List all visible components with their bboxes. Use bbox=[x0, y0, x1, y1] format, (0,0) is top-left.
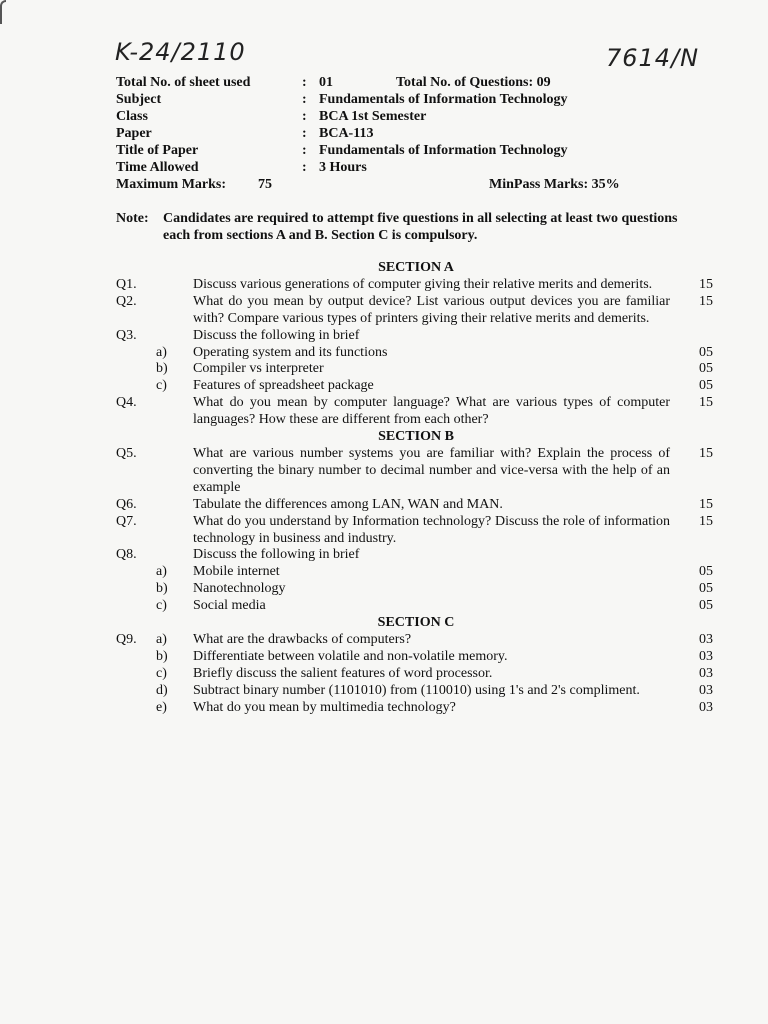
sub-question-label: a) bbox=[156, 564, 167, 580]
header-rows bbox=[116, 74, 656, 176]
question-text: What do you mean by multimedia technology? bbox=[193, 699, 456, 715]
handwritten-code-left: K-24/2110 bbox=[115, 38, 246, 66]
header-row bbox=[116, 74, 656, 91]
question-marks: 05 bbox=[699, 564, 713, 580]
header-label: Total No. of sheet used bbox=[116, 75, 251, 90]
note-label: Note: bbox=[116, 211, 149, 226]
question-text: Mobile internet bbox=[193, 564, 280, 580]
question-item bbox=[116, 361, 726, 378]
question-item bbox=[116, 277, 726, 294]
question-text: What do you mean by output device? List various output devices you are familiar with? Compare various types of printers giving their relative merits and demerits. bbox=[193, 293, 670, 326]
sub-question-label: d) bbox=[156, 682, 168, 698]
question-text: Nanotechnology bbox=[193, 581, 286, 597]
header-value: BCA-113 bbox=[319, 126, 374, 141]
header-colon: : bbox=[302, 160, 307, 175]
header-row bbox=[116, 125, 656, 142]
question-marks: 03 bbox=[699, 699, 713, 715]
header-row bbox=[116, 159, 656, 176]
question-text: Tabulate the differences among LAN, WAN and MAN. bbox=[193, 496, 503, 512]
question-number: Q3. bbox=[116, 327, 137, 343]
section-title: SECTION A bbox=[378, 260, 454, 275]
question-number: Q1. bbox=[116, 276, 137, 292]
question-marks: 03 bbox=[699, 665, 713, 681]
question-number: Q8. bbox=[116, 547, 137, 563]
question-item bbox=[116, 632, 726, 649]
question-item bbox=[116, 395, 726, 429]
question-marks: 05 bbox=[699, 344, 713, 360]
section-title: SECTION B bbox=[378, 429, 454, 445]
question-item bbox=[116, 294, 726, 328]
scan-edge-mark bbox=[0, 0, 6, 24]
sub-question-label: c) bbox=[156, 665, 167, 681]
sub-question-label: c) bbox=[156, 378, 167, 394]
question-item bbox=[116, 581, 726, 598]
question-item bbox=[116, 564, 726, 581]
question-text: Operating system and its functions bbox=[193, 344, 388, 360]
max-marks-label: Maximum Marks: bbox=[116, 177, 227, 192]
question-item bbox=[116, 514, 726, 548]
header-value: Fundamentals of Information Technology bbox=[319, 143, 568, 158]
question-text: What do you understand by Information technology? Discuss the role of information technology in business and industry. bbox=[193, 513, 670, 546]
header-colon: : bbox=[302, 92, 307, 107]
question-item bbox=[116, 446, 726, 497]
sub-question-label: e) bbox=[156, 699, 167, 715]
min-pass-marks: MinPass Marks: 35% bbox=[489, 177, 620, 192]
question-marks: 15 bbox=[699, 293, 713, 309]
question-item bbox=[116, 666, 726, 683]
question-text: What are various number systems you are familiar with? Explain the process of converting the binary number to decimal number and vice-versa with the help of an example bbox=[193, 445, 670, 495]
question-marks: 05 bbox=[699, 361, 713, 377]
sub-question-label: a) bbox=[156, 344, 167, 360]
max-marks-row bbox=[116, 176, 656, 193]
total-questions: Total No. of Questions: 09 bbox=[396, 75, 551, 90]
question-text: Discuss the following in brief bbox=[193, 547, 360, 563]
section-title: SECTION C bbox=[377, 615, 455, 631]
header-value: BCA 1st Semester bbox=[319, 109, 427, 124]
question-item bbox=[116, 598, 726, 615]
question-item bbox=[116, 497, 726, 514]
question-text: Compiler vs interpreter bbox=[193, 361, 324, 377]
header-label: Paper bbox=[116, 126, 152, 141]
question-marks: 03 bbox=[699, 631, 713, 647]
header-value: 3 Hours bbox=[319, 160, 367, 175]
question-marks: 05 bbox=[699, 581, 713, 597]
question-list bbox=[116, 260, 726, 716]
sub-question-label: a) bbox=[156, 631, 167, 647]
question-text: Briefly discuss the salient features of word processor. bbox=[193, 665, 493, 681]
question-marks: 15 bbox=[699, 513, 713, 529]
question-item bbox=[116, 345, 726, 362]
question-text: Subtract binary number (1101010) from (110010) using 1's and 2's compliment. bbox=[193, 682, 640, 698]
question-marks: 05 bbox=[699, 378, 713, 394]
question-number: Q6. bbox=[116, 496, 137, 512]
question-item bbox=[116, 378, 726, 395]
question-text: Differentiate between volatile and non-volatile memory. bbox=[193, 648, 508, 664]
header-colon: : bbox=[302, 143, 307, 158]
header-value: 01 bbox=[319, 75, 333, 90]
question-item bbox=[116, 547, 726, 564]
question-marks: 15 bbox=[699, 276, 713, 292]
header-label: Title of Paper bbox=[116, 143, 199, 158]
max-marks-value: 75 bbox=[258, 177, 272, 192]
header-label: Subject bbox=[116, 92, 162, 107]
question-number: Q9. bbox=[116, 631, 137, 647]
sub-question-label: b) bbox=[156, 648, 168, 664]
question-item bbox=[116, 649, 726, 666]
question-text: Discuss the following in brief bbox=[193, 327, 360, 343]
question-marks: 15 bbox=[699, 395, 713, 411]
question-marks: 15 bbox=[699, 496, 713, 512]
question-text: What are the drawbacks of computers? bbox=[193, 631, 412, 647]
question-text: Features of spreadsheet package bbox=[193, 378, 374, 394]
question-item bbox=[116, 700, 726, 717]
header-label: Time Allowed bbox=[116, 160, 199, 175]
header-colon: : bbox=[302, 75, 307, 90]
handwritten-code-right: 7614/N bbox=[606, 44, 700, 72]
question-item bbox=[116, 328, 726, 345]
header-row bbox=[116, 91, 656, 108]
question-marks: 03 bbox=[699, 682, 713, 698]
question-text: What do you mean by computer language? What are various types of computer languages? How these are different from each other? bbox=[193, 395, 670, 428]
question-marks: 15 bbox=[699, 445, 713, 461]
note-text: Candidates are required to attempt five questions in all selecting at least two questions each from sections A and B. Section C is compulsory. bbox=[163, 211, 678, 243]
sub-question-label: b) bbox=[156, 581, 168, 597]
header-colon: : bbox=[302, 126, 307, 141]
header-label: Class bbox=[116, 109, 148, 124]
question-number: Q2. bbox=[116, 293, 137, 309]
header-colon: : bbox=[302, 109, 307, 124]
header-row bbox=[116, 142, 656, 159]
question-number: Q4. bbox=[116, 395, 137, 411]
question-number: Q7. bbox=[116, 513, 137, 529]
sub-question-label: b) bbox=[156, 361, 168, 377]
header-row bbox=[116, 108, 656, 125]
question-marks: 05 bbox=[699, 598, 713, 614]
sub-question-label: c) bbox=[156, 598, 167, 614]
header-value: Fundamentals of Information Technology bbox=[319, 92, 568, 107]
question-text: Social media bbox=[193, 598, 266, 614]
question-marks: 03 bbox=[699, 648, 713, 664]
question-text: Discuss various generations of computer giving their relative merits and demerits. bbox=[193, 276, 653, 292]
question-item bbox=[116, 683, 726, 700]
question-number: Q5. bbox=[116, 445, 137, 461]
paper-header bbox=[116, 74, 656, 193]
